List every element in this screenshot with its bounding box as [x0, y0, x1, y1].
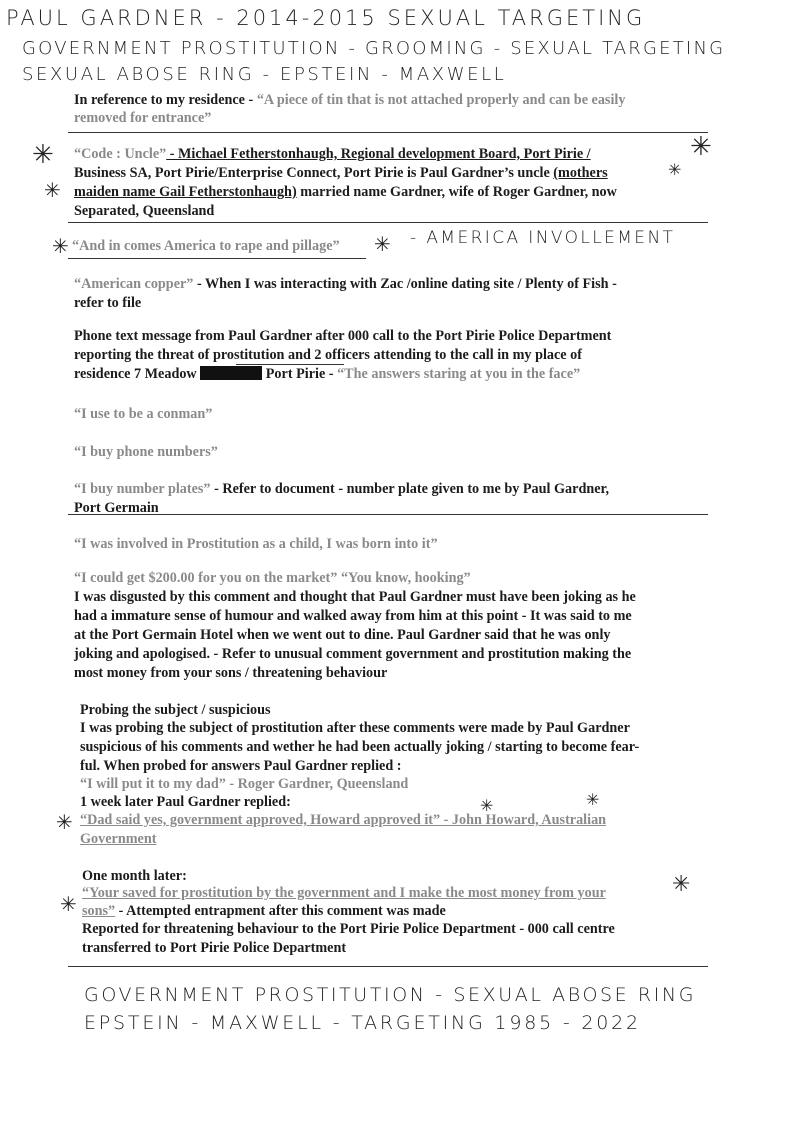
- uncle-text-3: maiden name Gail Fetherstonhaugh): [74, 184, 297, 200]
- market-line-3: at the Port Germain Hotel when we went out to dine. Paul Gardner said that he was only: [74, 627, 611, 643]
- phone-numbers-quote: “I buy phone numbers”: [74, 444, 218, 460]
- market-quotes: [74, 570, 471, 587]
- america-quote: “And in comes America to rape and pillage”: [72, 238, 340, 254]
- asterisk-mark-icon: ✳: [480, 796, 494, 815]
- asterisk-mark-icon: ✳: [52, 234, 69, 258]
- market-line-2: had a immature sense of humour and walked away from him at this point - It was said to me: [74, 608, 632, 624]
- howard-quote: “Dad said yes, government approved, Howard approved it”: [80, 812, 441, 828]
- child-quote: “I was involved in Prostitution as a child, I was born into it”: [74, 536, 438, 552]
- asterisk-mark-icon: ✳: [32, 140, 54, 170]
- residence-quote-2: removed for entrance”: [74, 110, 212, 126]
- number-plates-line-2: Port Germain: [74, 500, 159, 516]
- asterisk-mark-icon: ✳: [672, 872, 691, 897]
- howard-attribution: - John Howard, Australian: [440, 812, 607, 828]
- uncle-text-1: - Michael Fetherstonhaugh, Regional development Board, Port Pirie /: [166, 146, 591, 162]
- saved-quote-1: “Your saved for prostitution by the government and I make the most money from your: [82, 885, 606, 901]
- phone-message-text-2: reporting the threat of prostitution and 2 officers attending to the call in my place of: [74, 347, 582, 363]
- uncle-line-3: [74, 184, 617, 201]
- uncle-line-4: Separated, Queensland: [74, 203, 215, 219]
- one-month-heading: One month later:: [82, 868, 187, 884]
- divider-rule: [68, 222, 708, 223]
- dad-quote-attribution: - Roger Gardner, Queensland: [225, 776, 409, 792]
- number-plates-text: - Refer to document - number plate given to me by Paul Gardner,: [210, 481, 610, 497]
- probing-heading: Probing the subject / suspicious: [80, 702, 271, 718]
- asterisk-mark-icon: ✳: [374, 232, 391, 256]
- asterisk-mark-icon: ✳: [690, 132, 712, 162]
- uncle-text-2b: (mothers: [553, 165, 608, 181]
- residence-intro: In reference to my residence -: [74, 92, 257, 108]
- uncle-line-1: [74, 146, 591, 163]
- saved-quote-line-1: [82, 885, 606, 902]
- address-suffix: Port Pirie -: [262, 366, 338, 382]
- copper-line-2: refer to file: [74, 295, 142, 311]
- probing-quote-dad: [80, 776, 408, 793]
- phone-message-line-1: Phone text message from Paul Gardner after 000 call to the Port Pirie Police Department: [74, 328, 612, 344]
- probing-line-4: 1 week later Paul Gardner replied:: [80, 794, 291, 810]
- saved-quote-2: sons”: [82, 903, 116, 919]
- howard-government: [80, 831, 156, 848]
- number-plates-line-1: [74, 481, 609, 498]
- code-uncle-quote: “Code : Uncle”: [74, 146, 167, 162]
- probing-line-2: suspicious of his comments and wether he had been actually joking / starting to become fear-: [80, 739, 640, 755]
- conman-quote: “I use to be a conman”: [74, 406, 213, 422]
- copper-line-1: [74, 276, 617, 293]
- market-line-1: I was disgusted by this comment and thought that Paul Gardner must have been joking as he: [74, 589, 636, 605]
- residence-address: residence 7 Meadow: [74, 366, 201, 382]
- asterisk-mark-icon: ✳: [668, 160, 682, 179]
- uncle-line-2: [74, 165, 608, 182]
- dad-quote: “I will put it to my dad”: [80, 776, 226, 792]
- handwritten-header-line-2: GOVERNMENT PROSTITUTION - GROOMING - SEXUAL TARGETING: [22, 38, 726, 59]
- probing-line-3: ful. When probed for answers Paul Gardner replied :: [80, 758, 402, 774]
- howard-quote-line: [80, 812, 606, 829]
- handwritten-dash: -: [410, 228, 427, 248]
- handwritten-header-line-3: SEXUAL ABOSE RING - EPSTEIN - MAXWELL: [22, 64, 507, 85]
- redaction-block: [200, 366, 262, 380]
- saved-quote-line-2: [82, 903, 446, 920]
- copper-quote: “American copper”: [74, 276, 194, 292]
- asterisk-mark-icon: ✳: [60, 892, 77, 916]
- handwritten-america-note: [410, 228, 675, 248]
- number-plates-quote: “I buy number plates”: [74, 481, 211, 497]
- market-line-4: joking and apologised. - Refer to unusual comment government and prostitution making the: [74, 646, 632, 662]
- handwritten-header-line-1: PAUL GARDNER - 2014-2015 SEXUAL TARGETING: [6, 6, 646, 30]
- probing-line-1: I was probing the subject of prostitution after these comments were made by Paul Gardner: [80, 720, 630, 736]
- uncle-text-2: Business SA, Port Pirie/Enterprise Connect, Port Pirie is Paul Gardner’s uncle: [74, 165, 554, 181]
- phone-message-line-2: [74, 347, 582, 364]
- handwritten-footer-line-2: EPSTEIN - MAXWELL - TARGETING 1985 - 2022: [84, 1012, 641, 1034]
- asterisk-mark-icon: ✳: [586, 790, 600, 809]
- government-word: Government: [80, 831, 157, 847]
- prostitution-underline: [236, 364, 344, 365]
- reported-line-1: Reported for threatening behaviour to the Port Pirie Police Department - 000 call centre: [82, 921, 615, 937]
- answers-quote: “The answers staring at you in the face”: [337, 366, 581, 382]
- entrapment-text: - Attempted entrapment after this comment was made: [115, 903, 446, 919]
- reported-line-2: transferred to Port Pirie Police Department: [82, 940, 347, 956]
- asterisk-mark-icon: ✳: [56, 810, 73, 834]
- market-quote-1: “I could get $200.00 for you on the market”: [74, 570, 338, 586]
- uncle-text-3b: married name Gardner, wife of Roger Gardner, now: [296, 184, 617, 200]
- phone-message-line-3: [74, 366, 580, 383]
- copper-text: - When I was interacting with Zac /online dating site / Plenty of Fish -: [193, 276, 617, 292]
- handwritten-america-text: AMERICA INVOLLEMENT: [426, 228, 676, 248]
- handwritten-footer-line-1: GOVERNMENT PROSTITUTION - SEXUAL ABOSE RING: [84, 984, 697, 1006]
- residence-quote-1: “A piece of tin that is not attached properly and can be easily: [256, 92, 626, 108]
- divider-rule: [68, 966, 708, 967]
- market-line-5: most money from your sons / threatening behaviour: [74, 665, 388, 681]
- asterisk-mark-icon: ✳: [44, 178, 61, 202]
- market-quote-2: “You know, hooking”: [340, 570, 471, 586]
- divider-rule: [68, 132, 708, 133]
- america-underline: [68, 258, 366, 259]
- divider-rule: [68, 514, 708, 515]
- residence-line-1: [74, 92, 625, 109]
